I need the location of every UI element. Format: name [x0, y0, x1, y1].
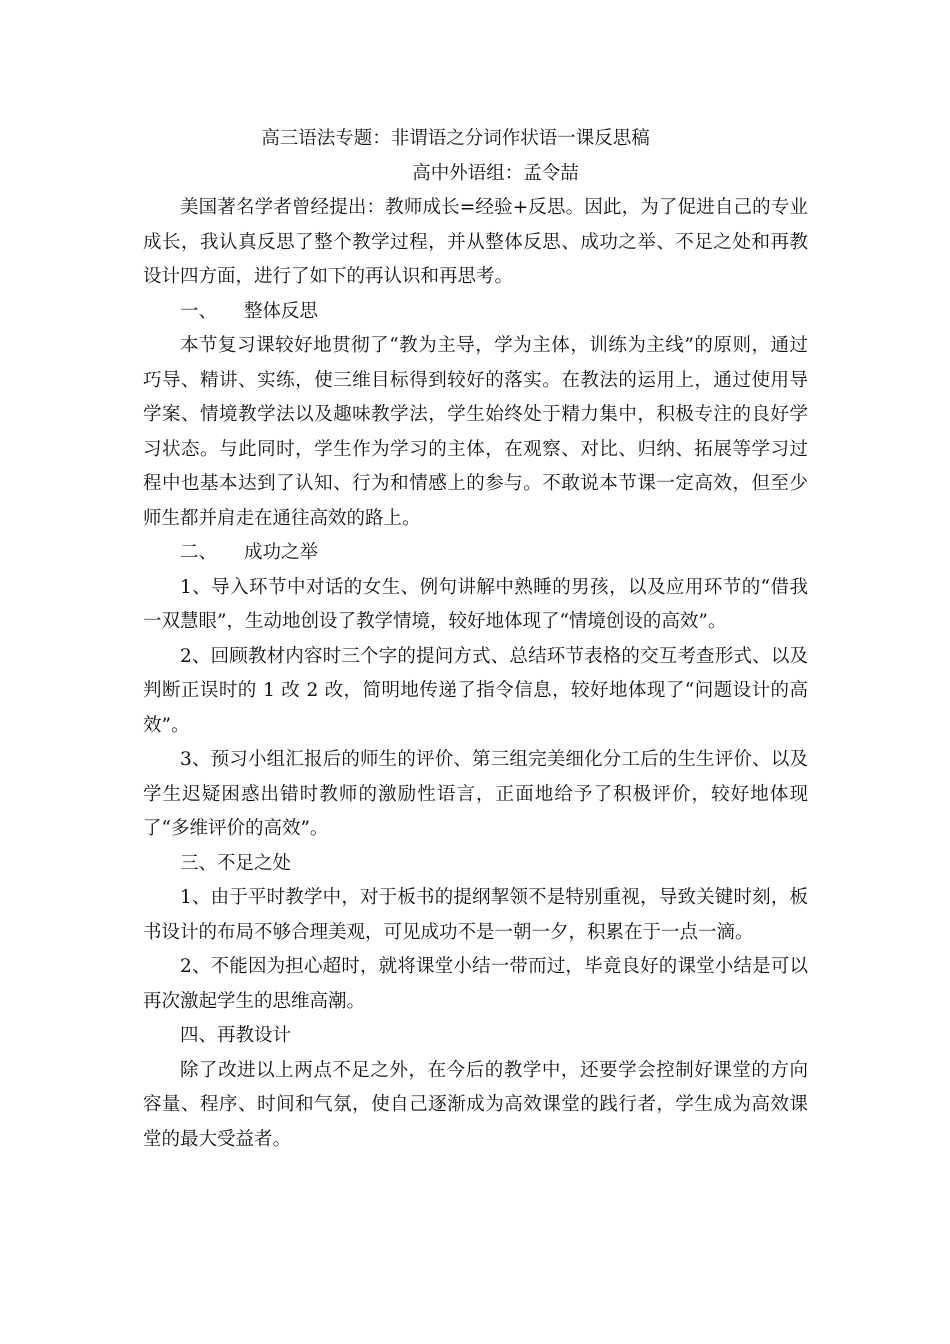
section-3-item-1: 1、由于平时教学中，对于板书的提纲挈领不是特别重视，导致关键时刻，板书设计的布局不够合理美观，可见成功不是一朝一夕，积累在于一点一滴。	[143, 887, 808, 943]
section-4-paragraph: 除了改进以上两点不足之外，在今后的教学中，还要学会控制好课堂的方向容量、程序、时间和气氛，使自己逐渐成为高效课堂的践行者，学生成为高效课堂的最大受益者。	[143, 1059, 808, 1150]
section-heading-1	[143, 295, 808, 330]
section-heading-2	[143, 536, 808, 571]
document-author: 高中外语组：孟令喆	[412, 162, 579, 184]
section-title-2: 成功之举	[244, 542, 319, 563]
section-2-item-1: 1、导入环节中对话的女生、例句讲解中熟睡的男孩，以及应用环节的“借我一双慧眼”，生动地创设了教学情境，较好地体现了“情境创设的高效”。	[143, 576, 808, 632]
section-heading-3: 三、不足之处	[180, 852, 292, 874]
section-heading-4: 四、再教设计	[180, 1025, 292, 1046]
section-number-2: 二、	[180, 542, 218, 563]
section-number-1: 一、	[180, 300, 218, 322]
section-3-item-2: 2、不能因为担心超时，就将课堂小结一带而过，毕竟良好的课堂小结是可以再次激起学生的思维高潮。	[143, 956, 808, 1012]
section-2-item-2: 2、回顾教材内容时三个字的提问方式、总结环节表格的交互考查形式、以及判断正误时的 1 改 2 改，简明地传递了指令信息，较好地体现了“问题设计的高效”。	[143, 645, 808, 736]
section-1-paragraph: 本节复习课较好地贯彻了“教为主导，学为主体，训练为主线”的原则，通过巧导、精讲、实练，使三维目标得到较好的落实。在教法的运用上，通过使用导学案、情境教学法以及趣味教学法，学生始终处于精力集中，积极专注的良好学习状态。与此同时，学生作为学习的主体，在观察、对比、归纳、拓展等学习过程中也基本达到了认知、行为和情感上的参与。不敢说本节课一定高效，但至少师生都并肩走在通往高效的路上。	[143, 335, 808, 529]
section-title-1: 整体反思	[244, 300, 319, 322]
section-2-item-3: 3、预习小组汇报后的师生的评价、第三组完美细化分工后的生生评价、以及学生迟疑困惑出错时教师的激励性语言，正面地给予了积极评价，较好地体现了“多维评价的高效”。	[143, 749, 808, 839]
document-title: 高三语法专题：非谓语之分词作状语一课反思稿	[261, 128, 650, 149]
document-body	[143, 122, 808, 1157]
intro-paragraph: 美国著名学者曾经提出：教师成长=经验+反思。因此，为了促进自己的专业成长，我认真反思了整个教学过程，并从整体反思、成功之举、不足之处和再教设计四方面，进行了如下的再认识和再思考。	[143, 197, 808, 287]
